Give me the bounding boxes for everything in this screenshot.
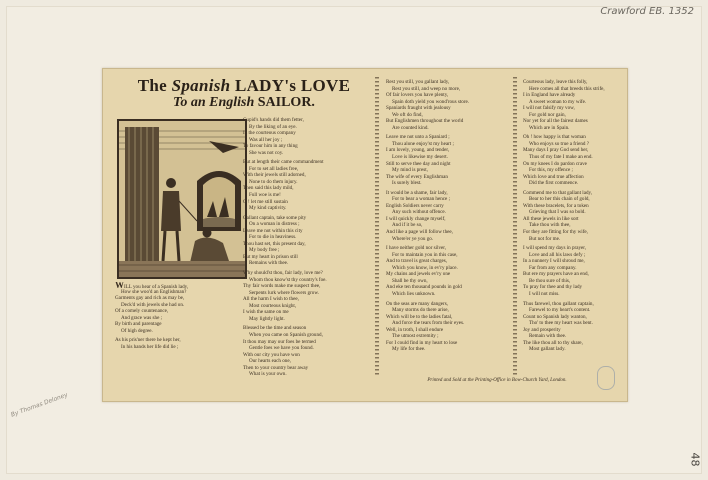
verse-line: But Englishmen throughout the world bbox=[386, 118, 464, 125]
verse-line: For this, my offence ; bbox=[529, 167, 573, 174]
verse-line: Full woe is me! bbox=[249, 192, 281, 199]
column-0-opening bbox=[115, 282, 243, 350]
verse-line: I wish the same on me bbox=[243, 309, 289, 316]
broadside-sheet bbox=[102, 68, 628, 402]
woodcut-scene-icon bbox=[119, 121, 245, 277]
verse-line: With our city you have won bbox=[243, 351, 300, 358]
verse-line: My mind is prest, bbox=[392, 167, 428, 174]
verse-line: I will spend my days in prayer, bbox=[523, 245, 587, 252]
verse-line: For to maintain you in this case, bbox=[392, 251, 458, 258]
verse-line: For they are fitting for thy wife, bbox=[523, 229, 588, 236]
verse-line: Oh ! how happy is that woman bbox=[523, 134, 586, 141]
verse-line: It would be a shame, fair lady, bbox=[386, 189, 448, 196]
title-line-1: The Spanish LADY's LOVE bbox=[137, 76, 351, 95]
verse-line: Be thou sure of this, bbox=[529, 277, 571, 284]
verse-line: None to do them injury. bbox=[249, 178, 298, 185]
verse-line: Where'er ye you go. bbox=[392, 235, 434, 242]
verse-line: Which will be to the ladies fatal, bbox=[386, 313, 453, 320]
verse-line: For to die in heaviness. bbox=[249, 234, 297, 241]
verse-line: Thy fair words make me suspect thee, bbox=[243, 283, 321, 290]
verse-line: Many storms do there arise, bbox=[392, 307, 449, 314]
verse-line: Thus of my fate I make an end. bbox=[529, 154, 593, 161]
verse-line: Did the first commence. bbox=[529, 180, 579, 187]
verse-line: I will not falsify my vow, bbox=[523, 105, 575, 112]
verse-line: By birth and parentage bbox=[115, 321, 162, 328]
verse-line: And like a page will follow thee, bbox=[386, 229, 453, 236]
verse-line: We oft do find, bbox=[392, 111, 423, 118]
verse-line: Gentle foes we have you found. bbox=[249, 345, 314, 352]
verse-line: Garments gay and rich as may be, bbox=[115, 295, 185, 302]
verse-line: And eke ten thousand pounds in gold bbox=[386, 284, 462, 291]
verse-line: I in England have already bbox=[523, 92, 576, 99]
verse-line: Gallant captain, take some pity bbox=[243, 214, 307, 221]
verse-line: Nor yet for all the fairest dames bbox=[523, 118, 588, 125]
sheet-number: 48 bbox=[688, 452, 702, 467]
verse-line: In the courteous company bbox=[243, 130, 296, 137]
verse-line: Tho' to thee my heart was bent. bbox=[529, 320, 593, 327]
verse-line: For I could find in my heart to lose bbox=[386, 339, 458, 346]
verse-line: For to set all ladies free, bbox=[249, 165, 299, 172]
verse-line: Serpents lurk where flowers grow. bbox=[249, 289, 319, 296]
verse-line: Farewel to my heart's content. bbox=[529, 307, 591, 314]
pencil-attribution: By Thomas Deloney bbox=[10, 391, 69, 419]
verse-line: All these jewels in like sort bbox=[523, 215, 579, 222]
verse-line: In his hands her life did lie ; bbox=[121, 343, 179, 350]
verse-line: WILL you hear of a Spanish lady, bbox=[115, 282, 189, 289]
verse-line: Take thou with thee, bbox=[529, 222, 571, 229]
verse-line: Of high degree. bbox=[121, 327, 153, 334]
verse-line: My body free ; bbox=[249, 247, 280, 254]
verse-line: My chains and jewels ev'ry one bbox=[386, 271, 451, 278]
library-stamp-icon bbox=[597, 366, 615, 390]
verse-line: Joy and prosperity bbox=[523, 326, 561, 333]
verse-line: With these bracelets, for a token bbox=[523, 202, 589, 209]
verse-line: Is surely blest. bbox=[392, 180, 422, 187]
verse-line: Most courteous knight, bbox=[249, 302, 297, 309]
verse-line: Are counted kind. bbox=[392, 124, 429, 131]
verse-line: Spaniards fraught with jealousy bbox=[386, 105, 451, 112]
verse-line: In a nunnery I will shroud me, bbox=[523, 258, 585, 265]
verse-line: A sweet woman to my wife. bbox=[529, 98, 587, 105]
verse-line: Leave me not within this city bbox=[243, 227, 303, 234]
verse-line: Thou hast set, this present day, bbox=[243, 240, 306, 247]
woodcut-illustration bbox=[117, 119, 247, 279]
verse-line: Which love and true affection bbox=[523, 173, 584, 180]
verse-line: Rest you still, and weep no more, bbox=[392, 85, 461, 92]
verse-line: Why should'st thou, fair lady, love me? bbox=[243, 270, 323, 277]
verse-line: May lightly light. bbox=[249, 315, 285, 322]
verse-line: O ! let me still sustain bbox=[243, 198, 288, 205]
verse-line: She was not coy. bbox=[249, 149, 284, 156]
verse-line: The wife of every Englishman bbox=[386, 173, 448, 180]
verse-line: And to travel is great charges, bbox=[386, 258, 448, 265]
verse-line: Whom thou know'st thy country's foe. bbox=[249, 276, 327, 283]
verse-line: And if it be so, bbox=[392, 222, 423, 229]
verse-line: I will not miss. bbox=[529, 290, 560, 297]
verse-line: Still to serve thee day and night bbox=[386, 160, 451, 167]
column-1-verse bbox=[243, 117, 373, 378]
verse-line: All the harm I wish to thee, bbox=[243, 296, 299, 303]
verse-line: I have neither gold nor silver, bbox=[386, 245, 447, 252]
verse-line: Of a comely countenance, bbox=[115, 308, 169, 315]
verse-line: The utmost extremity ; bbox=[392, 333, 439, 340]
verse-line: Count no Spanish lady wanton, bbox=[523, 313, 587, 320]
verse-line: For gold nor gain, bbox=[529, 111, 566, 118]
verse-line: Then said this lady mild, bbox=[243, 185, 294, 192]
verse-line: On the seas are many dangers, bbox=[386, 300, 448, 307]
verse-line: Many days I pray God send her, bbox=[523, 147, 589, 154]
verse-line: Then to your country bear away bbox=[243, 364, 309, 371]
verse-line: Who enjoys so true a friend ? bbox=[529, 140, 589, 147]
verse-line: To favour him in any thing bbox=[243, 143, 298, 150]
drop-capital: W bbox=[115, 282, 124, 289]
verse-line: It thou may may our foes be termed bbox=[243, 338, 316, 345]
verse-line: On a woman in distress ; bbox=[249, 221, 300, 228]
verse-line: Which lies unknown. bbox=[392, 290, 436, 297]
column-2-verse bbox=[386, 79, 506, 353]
verse-line: To pray for thee and thy lady bbox=[523, 284, 583, 291]
verse-line: Deck'd with jewels she had on. bbox=[121, 301, 185, 308]
verse-line: Leave me not unto a Spaniard ; bbox=[386, 134, 450, 141]
verse-line: Spain doth yield you wond'rous store. bbox=[392, 98, 470, 105]
verse-line: But not for me. bbox=[529, 235, 561, 242]
verse-line: Thou alone enjoy'st my heart ; bbox=[392, 140, 454, 147]
verse-line: With their jewels still adorned, bbox=[243, 172, 306, 179]
verse-line: Shall be thy own, bbox=[392, 277, 428, 284]
verse-line: Blessed be the time and season bbox=[243, 325, 307, 332]
verse-line: Our hearts each one, bbox=[249, 358, 291, 365]
verse-line: Most gallant lady. bbox=[529, 346, 566, 353]
verse-line: But at length their came commandment bbox=[243, 159, 324, 166]
printer-imprint: Printed and Sold at the Printing-Office in Bow-Church Yard, London. bbox=[427, 378, 567, 383]
verse-line: English Soldiers never carry bbox=[386, 202, 444, 209]
verse-line: Thus farewel, thou gallant captain, bbox=[523, 300, 594, 307]
verse-line: Grieving that I was so bold. bbox=[529, 209, 586, 216]
verse-line: By the liking of an eye. bbox=[249, 123, 297, 130]
verse-line: For to bear a woman hence ; bbox=[392, 196, 450, 203]
column-rule-left bbox=[375, 77, 379, 377]
verse-line: Cupid's hands did them fetter, bbox=[243, 117, 304, 123]
column-rule-right bbox=[513, 77, 517, 377]
verse-line: Love is likewise my desert. bbox=[392, 154, 448, 161]
verse-line: Was all her joy ; bbox=[249, 136, 283, 143]
verse-line: Remains with thee. bbox=[249, 260, 289, 267]
verse-line: But ere my prayers have an end, bbox=[523, 271, 589, 278]
verse-line: Courteous lady, leave this folly, bbox=[523, 79, 588, 85]
verse-line: Rest you still, you gallant lady, bbox=[386, 79, 450, 85]
verse-line: Which are in Spain. bbox=[529, 124, 570, 131]
verse-line: As his pris'ner there he kept her, bbox=[115, 337, 181, 344]
verse-line: Any such without offence. bbox=[392, 209, 446, 216]
verse-line: What is your own. bbox=[249, 371, 287, 378]
verse-line: But my heart in prison still bbox=[243, 253, 298, 260]
verse-line: I will quickly change myself, bbox=[386, 215, 446, 222]
verse-line: Far from any company. bbox=[529, 264, 577, 271]
column-3-verse bbox=[523, 79, 623, 353]
verse-line: Well, in troth, I shall endure bbox=[386, 326, 444, 333]
verse-line: On my knees I do pardon crave bbox=[523, 160, 587, 167]
verse-line: And force the tears from their eyes. bbox=[392, 320, 465, 327]
verse-line: My life for thee. bbox=[392, 346, 426, 353]
verse-line: Here comes all that breeds this strife, bbox=[529, 85, 605, 92]
verse-line: When you came on Spanish ground, bbox=[249, 331, 323, 338]
verse-line: Of fair lovers you have plenty, bbox=[386, 92, 449, 99]
verse-line: Bear to her this chain of gold, bbox=[529, 196, 590, 203]
verse-line: Love and all his laws defy ; bbox=[529, 251, 586, 258]
verse-line: How she woo'd an Englishman? bbox=[121, 288, 187, 295]
verse-line: And grace was she ; bbox=[121, 314, 163, 321]
verse-line: Commend me to that gallant lady, bbox=[523, 189, 592, 196]
verse-line: Which you know, in ev'ry place. bbox=[392, 264, 458, 271]
verse-line: Remain with thee. bbox=[529, 333, 567, 340]
catalogue-reference: Crawford EB. 1352 bbox=[600, 6, 694, 17]
verse-line: I am lovely, young, and tender, bbox=[386, 147, 450, 154]
verse-line: My kind captivity. bbox=[249, 205, 287, 212]
title-line-2: To an English SAILOR. bbox=[173, 95, 315, 110]
verse-line: The like thou all to thy share, bbox=[523, 339, 583, 346]
